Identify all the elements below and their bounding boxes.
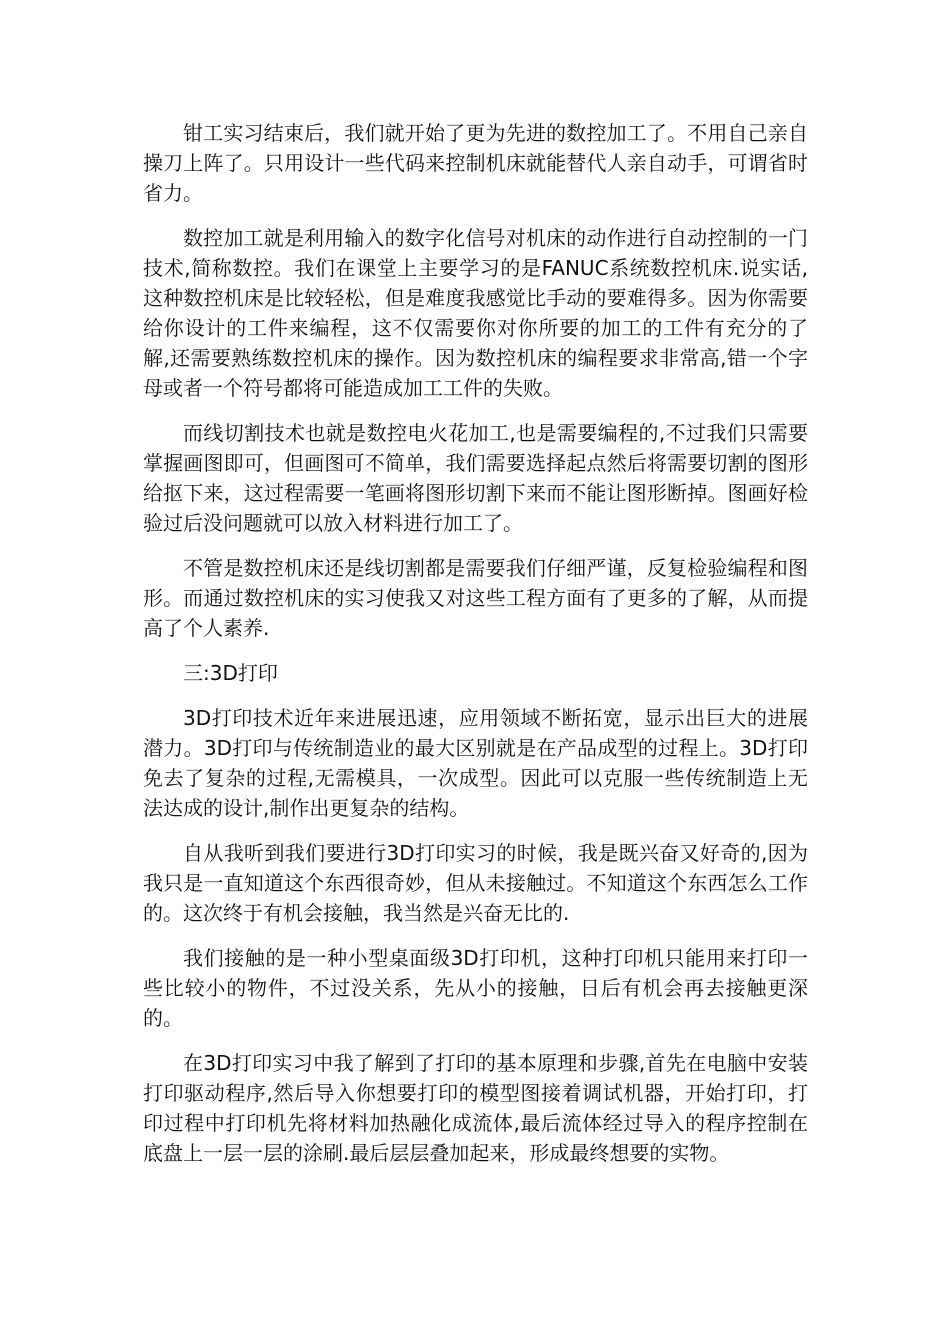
paragraph-3d-printing-process: 在3D打印实习中我了解到了打印的基本原理和步骤,首先在电脑中安装打印驱动程序,然后导入你想要打印的模型图接着调试机器，开始打印，打印过程中打印机先将材料加热融化成流体,最后流体经过导入的程序控制在底盘上一层一层的涂刷.最后层层叠加起来，形成最终想要的实物。 <box>143 1051 808 1165</box>
paragraph-cnc-machining: 数控加工就是利用输入的数字化信号对机床的动作进行自动控制的一门技术,简称数控。我们在课堂上主要学习的是FANUC系统数控机床.说实话,这种数控机床是比较轻松，但是难度我感觉比手动的要难得多。因为你需要给你设计的工件来编程，这不仅需要你对你所要的加工的工件有充分的了解,还需要熟练数控机床的操作。因为数控机床的编程要求非常高,错一个字母或者一个符号都将可能造成加工工件的失败。 <box>143 226 808 400</box>
paragraph-3d-printing-curiosity: 自从我听到我们要进行3D打印实习的时候，我是既兴奋又好奇的,因为我只是一直知道这个东西很奇妙，但从未接触过。不知道这个东西怎么工作的。这次终于有机会接触，我当然是兴奋无比的. <box>143 841 808 925</box>
paragraph-3d-printer-type: 我们接触的是一种小型桌面级3D打印机，这种打印机只能用来打印一些比较小的物件，不过没关系，先从小的接触，日后有机会再去接触更深的。 <box>143 946 808 1030</box>
document-body <box>143 118 808 1183</box>
paragraph-cnc-intro: 钳工实习结束后，我们就开始了更为先进的数控加工了。不用自己亲自操刀上阵了。只用设计一些代码来控制机床就能替代人亲自动手，可谓省时省力。 <box>143 121 808 205</box>
paragraph-3d-printing-intro: 3D打印技术近年来进展迅速，应用领域不断拓宽，显示出巨大的进展潜力。3D打印与传统制造业的最大区别就是在产品成型的过程上。3D打印免去了复杂的过程,无需模具，一次成型。因此可以克服一些传统制造上无法达成的设计,制作出更复杂的结构。 <box>143 706 808 820</box>
paragraph-wire-cutting: 而线切割技术也就是数控电火花加工,也是需要编程的,不过我们只需要掌握画图即可，但画图可不简单，我们需要选择起点然后将需要切割的图形给抠下来，这过程需要一笔画将图形切割下来而不能让图形断掉。图画好检验过后没问题就可以放入材料进行加工了。 <box>143 421 808 535</box>
paragraph-cnc-summary: 不管是数控机床还是线切割都是需要我们仔细严谨，反复检验编程和图形。而通过数控机床的实习使我又对这些工程方面有了更多的了解，从而提高了个人素养. <box>143 556 808 640</box>
section-heading-3d-printing: 三:3D打印 <box>183 661 278 685</box>
